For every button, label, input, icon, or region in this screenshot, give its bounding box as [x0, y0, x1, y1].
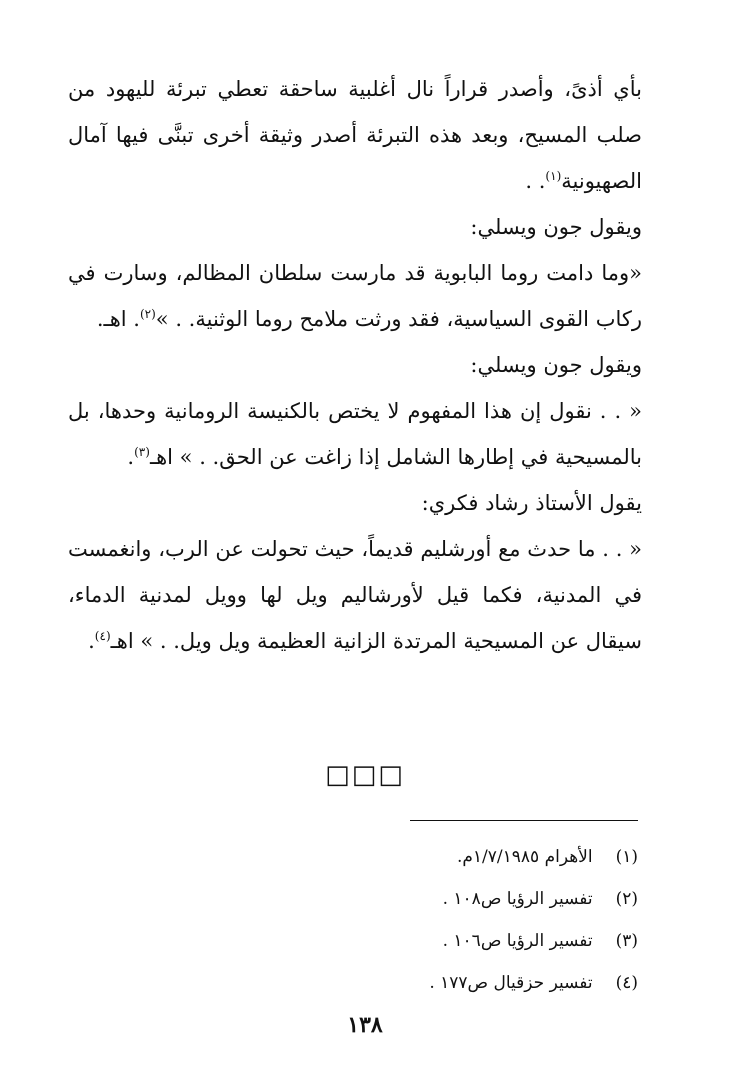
- quote-2-tail: .: [127, 445, 135, 469]
- quote-3-tail: .: [88, 629, 95, 653]
- quote-1: [68, 250, 642, 342]
- footnote-ref-2[interactable]: (٢): [139, 307, 156, 321]
- footnote-4-text: تفسير حزقيال ص١٧٧ .: [429, 973, 593, 993]
- quote-3: [68, 526, 642, 664]
- quote-intro-1: [68, 204, 642, 250]
- quote-intro-3: [68, 480, 642, 526]
- quote-intro-3-text: يقول الأستاذ رشاد فكري:: [421, 491, 642, 515]
- paragraph-1: [68, 66, 642, 204]
- footnote-2: [378, 878, 638, 920]
- quote-1-text: «وما دامت روما البابوية قد مارست سلطان المظالم، وسارت في ركاب القوى السياسية، فقد ورثت ملامح روما الوثنية. . »: [68, 261, 642, 331]
- footnote-4: [378, 962, 638, 1004]
- footnote-1-text: الأهرام ١/٧/١٩٨٥م.: [456, 847, 593, 867]
- footnote-4-number: (٤): [615, 973, 638, 993]
- footnote-divider: [410, 820, 638, 821]
- footnote-3: [378, 920, 638, 962]
- quote-3-text: « . . ما حدث مع أورشليم قديماً، حيث تحولت عن الرب، وانغمست في المدنية، فكما قيل لأورشاليم ويل لها وويل لمدنية الدماء، سيقال عن المسيحية المرتدة الزانية العظيمة ويل ويل. . » اهـ: [68, 537, 642, 653]
- quote-1-tail: . اهـ.: [96, 307, 140, 331]
- footnote-ref-4[interactable]: (٤): [94, 629, 111, 643]
- section-separator: □□□: [325, 760, 405, 790]
- quote-intro-2: [68, 342, 642, 388]
- footnote-ref-3[interactable]: (٣): [134, 445, 150, 459]
- paragraph-1-tail: . .: [525, 169, 546, 193]
- footnote-3-number: (٣): [615, 931, 638, 951]
- footnote-1-number: (١): [615, 847, 638, 867]
- footnotes: [378, 836, 638, 1004]
- page-number: ١٣٨: [347, 1012, 383, 1038]
- quote-intro-1-text: ويقول جون ويسلي:: [470, 215, 642, 239]
- footnote-3-text: تفسير الرؤيا ص١٠٦ .: [442, 931, 593, 951]
- footnote-ref-1[interactable]: (١): [545, 169, 562, 183]
- paragraph-1-text: بأي أذىً، وأصدر قراراً نال أغلبية ساحقة تعطي تبرئة لليهود من صلب المسيح، وبعد هذه التبرئة أصدر وثيقة أخرى تبنَّى فيها آمال الصهيونية: [68, 77, 642, 193]
- footnote-2-number: (٢): [615, 889, 638, 909]
- quote-2-text: « . . نقول إن هذا المفهوم لا يختص بالكنيسة الرومانية وحدها، بل بالمسيحية في إطارها الشامل إذا زاغت عن الحق. . » اهـ: [68, 399, 642, 469]
- main-text: [68, 66, 642, 664]
- quote-2: [68, 388, 642, 480]
- quote-intro-2-text: ويقول جون ويسلي:: [470, 353, 642, 377]
- footnote-1: [378, 836, 638, 878]
- footnote-2-text: تفسير الرؤيا ص١٠٨ .: [442, 889, 593, 909]
